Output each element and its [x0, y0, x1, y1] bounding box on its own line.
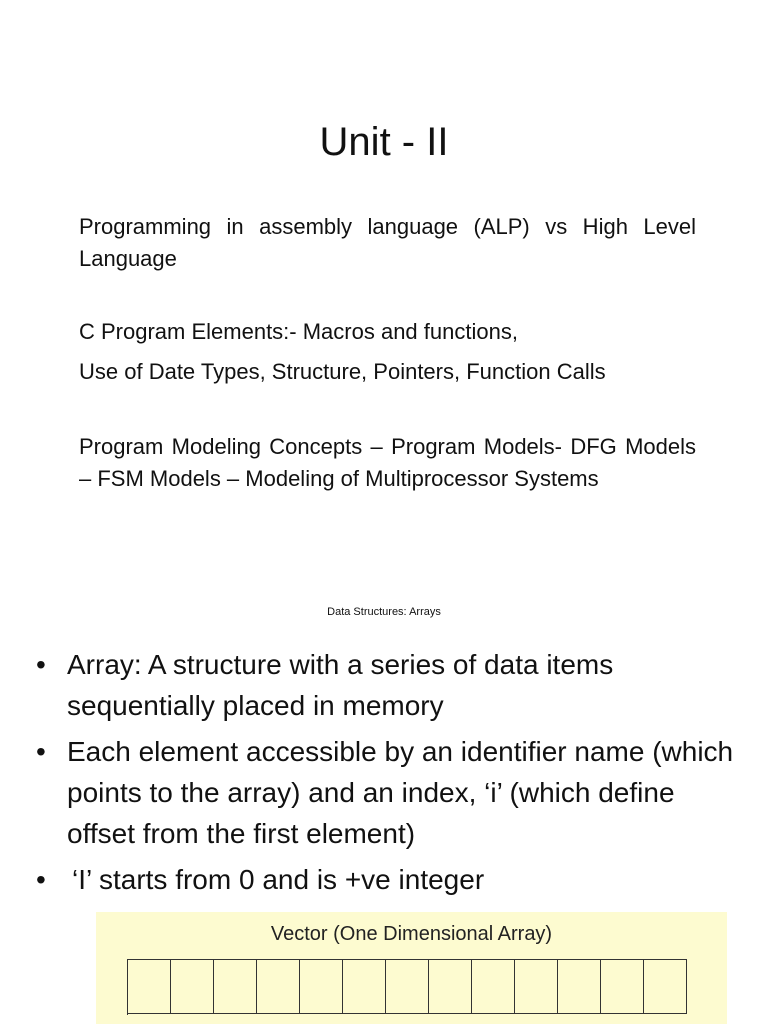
array-cell — [601, 959, 644, 1014]
bullet-dot-icon: • — [36, 649, 46, 680]
paragraph-alp-vs-hll: Programming in assembly language (ALP) vs High Level Language — [79, 214, 696, 271]
paragraph-c-elements-line1: C Program Elements:- Macros and functions, — [79, 319, 518, 344]
array-cells — [127, 959, 687, 1015]
vector-figure — [96, 912, 727, 1024]
array-cell — [257, 959, 300, 1014]
array-cell — [558, 959, 601, 1014]
bullet-dot-icon: • — [36, 864, 46, 895]
paragraph-c-elements-line2: Use of Date Types, Structure, Pointers, Function Calls — [79, 359, 606, 384]
array-cell — [515, 959, 558, 1014]
bullet-text: Array: A structure with a series of data items sequentially placed in memory — [67, 649, 614, 721]
array-cell — [472, 959, 515, 1014]
bullet-item — [0, 859, 768, 900]
array-cell — [343, 959, 386, 1014]
paragraph-modeling-concepts: Program Modeling Concepts – Program Models- DFG Models – FSM Models – Modeling of Multiprocessor Systems — [79, 434, 696, 491]
array-cell — [644, 959, 687, 1014]
array-cell — [300, 959, 343, 1014]
array-cell — [214, 959, 257, 1014]
array-cell — [429, 959, 472, 1014]
array-cell — [386, 959, 429, 1014]
bullet-dot-icon: • — [36, 736, 46, 767]
bullet-list — [0, 644, 768, 905]
vector-figure-title: Vector (One Dimensional Array) — [270, 923, 553, 945]
bullet-item — [0, 731, 768, 854]
array-cell — [128, 959, 171, 1014]
bullet-text: ‘I’ starts from 0 and is +ve integer — [72, 864, 485, 895]
bullet-text: Each element accessible by an identifier name (which points to the array) and an index, ‘i’ (which define offset from the first element) — [67, 736, 734, 849]
array-cell — [171, 959, 214, 1014]
section-heading: Data Structures: Arrays — [327, 606, 441, 618]
slide-title: Unit - II — [319, 120, 449, 164]
bullet-item — [0, 644, 768, 726]
